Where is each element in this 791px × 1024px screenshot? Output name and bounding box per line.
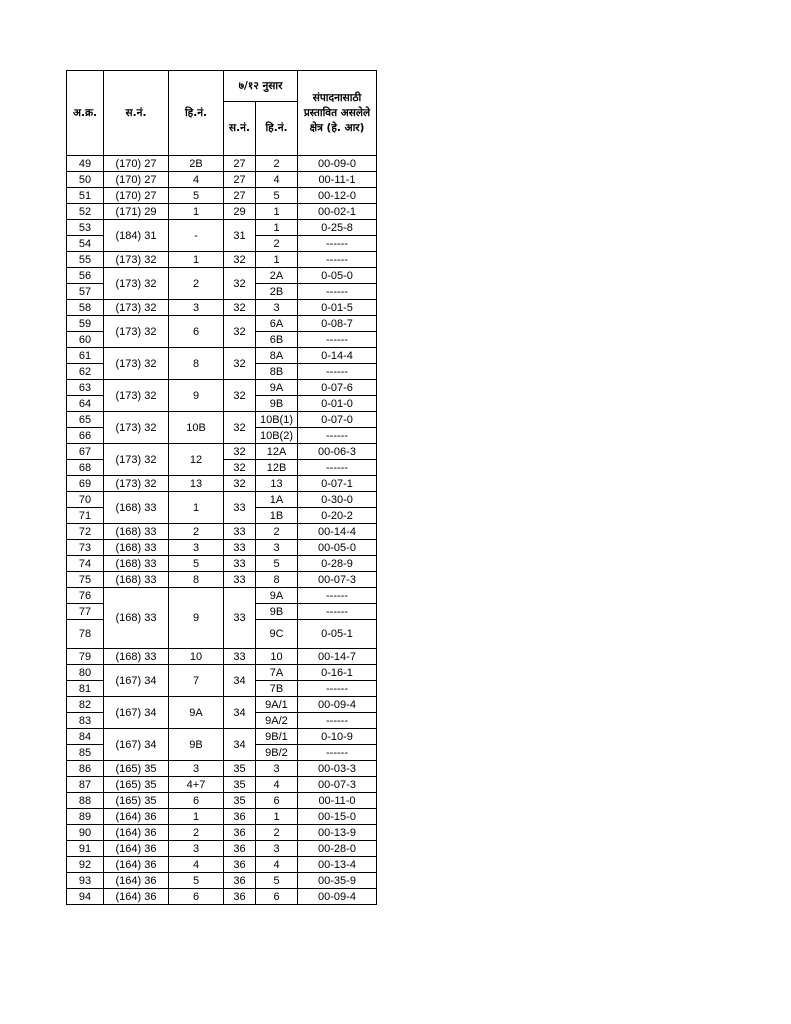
- table-row: [67, 841, 377, 857]
- survey-712-cell: 29: [224, 204, 256, 220]
- serial-cell: 50: [67, 172, 104, 188]
- area-cell: ------: [298, 460, 377, 476]
- area-cell: 00-15-0: [298, 809, 377, 825]
- hissa-no-cell: 3: [169, 540, 224, 556]
- serial-cell: 60: [67, 332, 104, 348]
- hissa-no-cell: 1: [169, 492, 224, 524]
- serial-cell: 78: [67, 620, 104, 649]
- hissa-712-cell: 3: [256, 540, 298, 556]
- hissa-712-cell: 7B: [256, 681, 298, 697]
- table-row: [67, 889, 377, 905]
- table-row: [67, 156, 377, 172]
- hissa-no-cell: 1: [169, 809, 224, 825]
- header-survey-no: स.नं.: [104, 71, 169, 156]
- serial-cell: 73: [67, 540, 104, 556]
- hissa-712-cell: 7A: [256, 665, 298, 681]
- area-cell: 0-10-9: [298, 729, 377, 745]
- survey-no-cell: (173) 32: [104, 316, 169, 348]
- serial-cell: 83: [67, 713, 104, 729]
- survey-712-cell: 27: [224, 156, 256, 172]
- survey-712-cell: 33: [224, 540, 256, 556]
- hissa-no-cell: 12: [169, 444, 224, 476]
- table-row: [67, 697, 377, 713]
- hissa-no-cell: 10: [169, 649, 224, 665]
- hissa-no-cell: 10B: [169, 412, 224, 444]
- hissa-712-cell: 9A/1: [256, 697, 298, 713]
- survey-no-cell: (173) 32: [104, 300, 169, 316]
- serial-cell: 68: [67, 460, 104, 476]
- survey-712-cell: 36: [224, 825, 256, 841]
- hissa-712-cell: 6: [256, 889, 298, 905]
- hissa-712-cell: 8B: [256, 364, 298, 380]
- survey-712-cell: 36: [224, 873, 256, 889]
- table-row: [67, 556, 377, 572]
- hissa-712-cell: 10B(2): [256, 428, 298, 444]
- hissa-712-cell: 5: [256, 556, 298, 572]
- hissa-no-cell: 2B: [169, 156, 224, 172]
- serial-cell: 59: [67, 316, 104, 332]
- survey-712-cell: 33: [224, 588, 256, 649]
- table-row: [67, 268, 377, 284]
- survey-712-cell: 33: [224, 572, 256, 588]
- survey-no-cell: (168) 33: [104, 540, 169, 556]
- area-cell: 00-28-0: [298, 841, 377, 857]
- survey-no-cell: (173) 32: [104, 476, 169, 492]
- serial-cell: 66: [67, 428, 104, 444]
- serial-cell: 90: [67, 825, 104, 841]
- survey-712-cell: 27: [224, 172, 256, 188]
- area-cell: 00-02-1: [298, 204, 377, 220]
- hissa-no-cell: 9B: [169, 729, 224, 761]
- survey-712-cell: 32: [224, 300, 256, 316]
- area-cell: 0-05-0: [298, 268, 377, 284]
- hissa-712-cell: 5: [256, 873, 298, 889]
- area-cell: 0-07-0: [298, 412, 377, 428]
- header-serial: अ.क्र.: [67, 71, 104, 156]
- survey-712-cell: 32: [224, 380, 256, 412]
- hissa-712-cell: 1: [256, 809, 298, 825]
- area-cell: 00-12-0: [298, 188, 377, 204]
- table-row: [67, 649, 377, 665]
- hissa-no-cell: 3: [169, 761, 224, 777]
- area-cell: 00-09-4: [298, 889, 377, 905]
- survey-712-cell: 36: [224, 889, 256, 905]
- serial-cell: 63: [67, 380, 104, 396]
- hissa-no-cell: 4+7: [169, 777, 224, 793]
- survey-no-cell: (184) 31: [104, 220, 169, 252]
- hissa-no-cell: 2: [169, 825, 224, 841]
- survey-no-cell: (170) 27: [104, 156, 169, 172]
- hissa-712-cell: 2: [256, 156, 298, 172]
- area-cell: ------: [298, 252, 377, 268]
- table-row: [67, 204, 377, 220]
- hissa-712-cell: 10B(1): [256, 412, 298, 428]
- hissa-712-cell: 9B/2: [256, 745, 298, 761]
- area-cell: 0-16-1: [298, 665, 377, 681]
- survey-no-cell: (165) 35: [104, 777, 169, 793]
- area-cell: ------: [298, 284, 377, 300]
- serial-cell: 89: [67, 809, 104, 825]
- serial-cell: 77: [67, 604, 104, 620]
- survey-712-cell: 34: [224, 665, 256, 697]
- area-cell: 00-05-0: [298, 540, 377, 556]
- survey-712-cell: 33: [224, 524, 256, 540]
- survey-712-cell: 27: [224, 188, 256, 204]
- table-row: [67, 809, 377, 825]
- hissa-712-cell: 13: [256, 476, 298, 492]
- serial-cell: 92: [67, 857, 104, 873]
- survey-712-cell: 33: [224, 649, 256, 665]
- survey-712-cell: 32: [224, 444, 256, 460]
- land-acquisition-table: [66, 70, 377, 905]
- hissa-no-cell: 5: [169, 873, 224, 889]
- hissa-712-cell: 9A: [256, 588, 298, 604]
- hissa-no-cell: 1: [169, 204, 224, 220]
- survey-no-cell: (164) 36: [104, 809, 169, 825]
- survey-no-cell: (167) 34: [104, 665, 169, 697]
- survey-no-cell: (164) 36: [104, 873, 169, 889]
- hissa-712-cell: 4: [256, 172, 298, 188]
- survey-712-cell: 32: [224, 252, 256, 268]
- hissa-712-cell: 9B: [256, 396, 298, 412]
- serial-cell: 70: [67, 492, 104, 508]
- survey-712-cell: 32: [224, 268, 256, 300]
- area-cell: 0-07-6: [298, 380, 377, 396]
- serial-cell: 58: [67, 300, 104, 316]
- survey-no-cell: (165) 35: [104, 761, 169, 777]
- survey-no-cell: (167) 34: [104, 697, 169, 729]
- hissa-712-cell: 1B: [256, 508, 298, 524]
- area-cell: 00-07-3: [298, 572, 377, 588]
- survey-712-cell: 35: [224, 761, 256, 777]
- hissa-712-cell: 4: [256, 777, 298, 793]
- area-cell: ------: [298, 745, 377, 761]
- serial-cell: 52: [67, 204, 104, 220]
- hissa-712-cell: 9B: [256, 604, 298, 620]
- survey-no-cell: (164) 36: [104, 857, 169, 873]
- hissa-712-cell: 10: [256, 649, 298, 665]
- table-row: [67, 588, 377, 604]
- survey-712-cell: 35: [224, 777, 256, 793]
- table-row: [67, 492, 377, 508]
- hissa-no-cell: 9: [169, 588, 224, 649]
- area-cell: 00-35-9: [298, 873, 377, 889]
- hissa-712-cell: 2B: [256, 284, 298, 300]
- area-cell: 00-03-3: [298, 761, 377, 777]
- serial-cell: 87: [67, 777, 104, 793]
- table-row: [67, 188, 377, 204]
- serial-cell: 62: [67, 364, 104, 380]
- survey-no-cell: (170) 27: [104, 172, 169, 188]
- area-cell: 00-11-1: [298, 172, 377, 188]
- area-cell: 00-07-3: [298, 777, 377, 793]
- area-cell: 0-07-1: [298, 476, 377, 492]
- hissa-712-cell: 8: [256, 572, 298, 588]
- table-row: [67, 380, 377, 396]
- hissa-712-cell: 9A/2: [256, 713, 298, 729]
- hissa-712-cell: 3: [256, 761, 298, 777]
- hissa-no-cell: 5: [169, 188, 224, 204]
- hissa-712-cell: 2: [256, 524, 298, 540]
- serial-cell: 49: [67, 156, 104, 172]
- survey-no-cell: (165) 35: [104, 793, 169, 809]
- hissa-no-cell: 3: [169, 841, 224, 857]
- area-cell: 00-09-4: [298, 697, 377, 713]
- area-cell: 00-11-0: [298, 793, 377, 809]
- serial-cell: 69: [67, 476, 104, 492]
- survey-no-cell: (167) 34: [104, 729, 169, 761]
- hissa-no-cell: 2: [169, 524, 224, 540]
- hissa-712-cell: 6: [256, 793, 298, 809]
- hissa-712-cell: 1: [256, 220, 298, 236]
- hissa-no-cell: 8: [169, 348, 224, 380]
- serial-cell: 67: [67, 444, 104, 460]
- area-cell: 0-01-5: [298, 300, 377, 316]
- hissa-712-cell: 6B: [256, 332, 298, 348]
- table-row: [67, 412, 377, 428]
- area-cell: 00-06-3: [298, 444, 377, 460]
- hissa-712-cell: 9C: [256, 620, 298, 649]
- hissa-no-cell: 6: [169, 889, 224, 905]
- hissa-712-cell: 6A: [256, 316, 298, 332]
- table-row: [67, 524, 377, 540]
- area-cell: 00-13-4: [298, 857, 377, 873]
- hissa-no-cell: 13: [169, 476, 224, 492]
- table-body: [67, 156, 377, 905]
- serial-cell: 93: [67, 873, 104, 889]
- serial-cell: 51: [67, 188, 104, 204]
- survey-no-cell: (173) 32: [104, 252, 169, 268]
- hissa-712-cell: 9B/1: [256, 729, 298, 745]
- hissa-712-cell: 8A: [256, 348, 298, 364]
- serial-cell: 55: [67, 252, 104, 268]
- survey-no-cell: (164) 36: [104, 825, 169, 841]
- hissa-712-cell: 3: [256, 841, 298, 857]
- area-cell: 0-05-1: [298, 620, 377, 649]
- survey-no-cell: (173) 32: [104, 348, 169, 380]
- survey-no-cell: (170) 27: [104, 188, 169, 204]
- hissa-712-cell: 12A: [256, 444, 298, 460]
- survey-no-cell: (164) 36: [104, 841, 169, 857]
- table-row: [67, 444, 377, 460]
- area-cell: ------: [298, 681, 377, 697]
- table-row: [67, 793, 377, 809]
- survey-712-cell: 36: [224, 809, 256, 825]
- header-712-survey-no: स.नं.: [224, 102, 256, 156]
- hissa-no-cell: -: [169, 220, 224, 252]
- table-row: [67, 572, 377, 588]
- hissa-no-cell: 3: [169, 300, 224, 316]
- area-cell: ------: [298, 332, 377, 348]
- hissa-no-cell: 1: [169, 252, 224, 268]
- header-hissa-no: हि.नं.: [169, 71, 224, 156]
- survey-712-cell: 36: [224, 841, 256, 857]
- survey-712-cell: 33: [224, 492, 256, 524]
- area-cell: 0-20-2: [298, 508, 377, 524]
- area-cell: ------: [298, 364, 377, 380]
- hissa-no-cell: 6: [169, 793, 224, 809]
- survey-712-cell: 32: [224, 412, 256, 444]
- area-cell: ------: [298, 604, 377, 620]
- table-row: [67, 777, 377, 793]
- survey-712-cell: 34: [224, 697, 256, 729]
- table-row: [67, 665, 377, 681]
- area-cell: 0-01-0: [298, 396, 377, 412]
- area-cell: 00-13-9: [298, 825, 377, 841]
- hissa-712-cell: 9A: [256, 380, 298, 396]
- table-row: [67, 220, 377, 236]
- serial-cell: 76: [67, 588, 104, 604]
- serial-cell: 71: [67, 508, 104, 524]
- hissa-712-cell: 4: [256, 857, 298, 873]
- serial-cell: 56: [67, 268, 104, 284]
- survey-no-cell: (168) 33: [104, 588, 169, 649]
- hissa-no-cell: 2: [169, 268, 224, 300]
- area-cell: 00-14-7: [298, 649, 377, 665]
- survey-no-cell: (173) 32: [104, 444, 169, 476]
- area-cell: 0-14-4: [298, 348, 377, 364]
- table-row: [67, 540, 377, 556]
- hissa-712-cell: 3: [256, 300, 298, 316]
- survey-712-cell: 32: [224, 476, 256, 492]
- survey-712-cell: 31: [224, 220, 256, 252]
- header-712-group: ७/१२ नुसार: [224, 71, 298, 102]
- survey-no-cell: (168) 33: [104, 556, 169, 572]
- table-row: [67, 316, 377, 332]
- area-cell: 00-09-0: [298, 156, 377, 172]
- serial-cell: 64: [67, 396, 104, 412]
- survey-712-cell: 35: [224, 793, 256, 809]
- serial-cell: 82: [67, 697, 104, 713]
- survey-no-cell: (173) 32: [104, 380, 169, 412]
- serial-cell: 91: [67, 841, 104, 857]
- serial-cell: 53: [67, 220, 104, 236]
- survey-no-cell: (168) 33: [104, 649, 169, 665]
- hissa-712-cell: 1: [256, 204, 298, 220]
- table-row: [67, 476, 377, 492]
- area-cell: ------: [298, 428, 377, 444]
- survey-no-cell: (164) 36: [104, 889, 169, 905]
- area-cell: 0-25-8: [298, 220, 377, 236]
- area-cell: 0-28-9: [298, 556, 377, 572]
- hissa-712-cell: 1A: [256, 492, 298, 508]
- serial-cell: 88: [67, 793, 104, 809]
- hissa-no-cell: 9A: [169, 697, 224, 729]
- survey-712-cell: 32: [224, 316, 256, 348]
- header-712-hissa-no: हि.नं.: [256, 102, 298, 156]
- serial-cell: 94: [67, 889, 104, 905]
- hissa-712-cell: 12B: [256, 460, 298, 476]
- area-cell: ------: [298, 588, 377, 604]
- area-cell: 0-08-7: [298, 316, 377, 332]
- serial-cell: 85: [67, 745, 104, 761]
- area-cell: 0-30-0: [298, 492, 377, 508]
- hissa-712-cell: 2: [256, 236, 298, 252]
- survey-712-cell: 34: [224, 729, 256, 761]
- serial-cell: 65: [67, 412, 104, 428]
- serial-cell: 80: [67, 665, 104, 681]
- hissa-712-cell: 2: [256, 825, 298, 841]
- survey-no-cell: (173) 32: [104, 268, 169, 300]
- table-row: [67, 348, 377, 364]
- serial-cell: 61: [67, 348, 104, 364]
- survey-712-cell: 32: [224, 348, 256, 380]
- area-cell: 00-14-4: [298, 524, 377, 540]
- hissa-no-cell: 7: [169, 665, 224, 697]
- header-proposed-area: संपादनासाठी प्रस्तावित असलेले क्षेत्र (हे. आर): [298, 71, 377, 156]
- survey-no-cell: (168) 33: [104, 492, 169, 524]
- hissa-no-cell: 9: [169, 380, 224, 412]
- survey-712-cell: 32: [224, 460, 256, 476]
- serial-cell: 54: [67, 236, 104, 252]
- table-row: [67, 300, 377, 316]
- hissa-no-cell: 4: [169, 857, 224, 873]
- table-row: [67, 825, 377, 841]
- hissa-712-cell: 2A: [256, 268, 298, 284]
- survey-712-cell: 33: [224, 556, 256, 572]
- survey-no-cell: (173) 32: [104, 412, 169, 444]
- survey-712-cell: 36: [224, 857, 256, 873]
- serial-cell: 74: [67, 556, 104, 572]
- serial-cell: 57: [67, 284, 104, 300]
- table-row: [67, 761, 377, 777]
- serial-cell: 75: [67, 572, 104, 588]
- survey-no-cell: (168) 33: [104, 572, 169, 588]
- area-cell: ------: [298, 713, 377, 729]
- hissa-712-cell: 1: [256, 252, 298, 268]
- serial-cell: 72: [67, 524, 104, 540]
- table-row: [67, 729, 377, 745]
- survey-no-cell: (171) 29: [104, 204, 169, 220]
- table-row: [67, 252, 377, 268]
- table-row: [67, 172, 377, 188]
- hissa-no-cell: 4: [169, 172, 224, 188]
- serial-cell: 79: [67, 649, 104, 665]
- hissa-no-cell: 5: [169, 556, 224, 572]
- hissa-712-cell: 5: [256, 188, 298, 204]
- table-row: [67, 873, 377, 889]
- serial-cell: 81: [67, 681, 104, 697]
- area-cell: ------: [298, 236, 377, 252]
- hissa-no-cell: 8: [169, 572, 224, 588]
- serial-cell: 84: [67, 729, 104, 745]
- hissa-no-cell: 6: [169, 316, 224, 348]
- serial-cell: 86: [67, 761, 104, 777]
- table-row: [67, 857, 377, 873]
- survey-no-cell: (168) 33: [104, 524, 169, 540]
